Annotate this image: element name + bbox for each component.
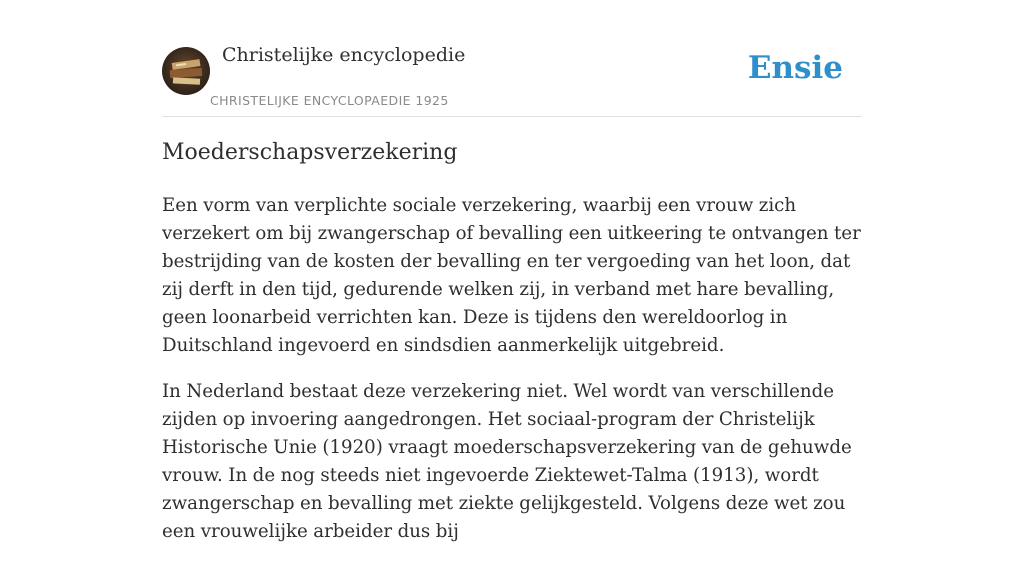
source-title[interactable]: Christelijke encyclopedie [222, 44, 466, 66]
article-paragraph: In Nederland bestaat deze verzekering niet. Wel wordt van verschillende zijden op invoering aangedrongen. Het sociaal-program der Christelijk Historische Unie (1920) vraagt moederschapsverzekering van de gehuwde vrouw. In de nog steeds niet ingevoerde Ziektewet-Talma (1913), wordt zwangerschap en bevalling met ziekte gelijkgesteld. Volgens deze wet zou een vrouwelijke arbeider dus bij [162, 381, 852, 542]
brand-logo[interactable]: Ensie [747, 50, 843, 86]
article-page [162, 0, 862, 542]
source-header [162, 0, 862, 117]
article-paragraph: Een vorm van verplichte sociale verzekering, waarbij een vrouw zich verzekert om bij zwangerschap of bevalling een uitkeering te ontvangen ter bestrijding van de kosten der bevalling en ter vergoeding van het loon, dat zij derft in den tijd, gedurende welken zij, in verband met hare bevalling, geen loonarbeid verrichten kan. Deze is tijdens den wereldoorlog in Duitschland ingevoerd en sindsdien aanmerkelijk uitgebreid. [162, 195, 861, 356]
source-avatar[interactable] [162, 47, 210, 95]
source-subtitle[interactable]: CHRISTELIJKE ENCYCLOPAEDIE 1925 [210, 93, 449, 108]
article-body [162, 192, 862, 564]
article-title: Moederschapsverzekering [162, 140, 458, 165]
book-stack-icon [162, 47, 210, 95]
